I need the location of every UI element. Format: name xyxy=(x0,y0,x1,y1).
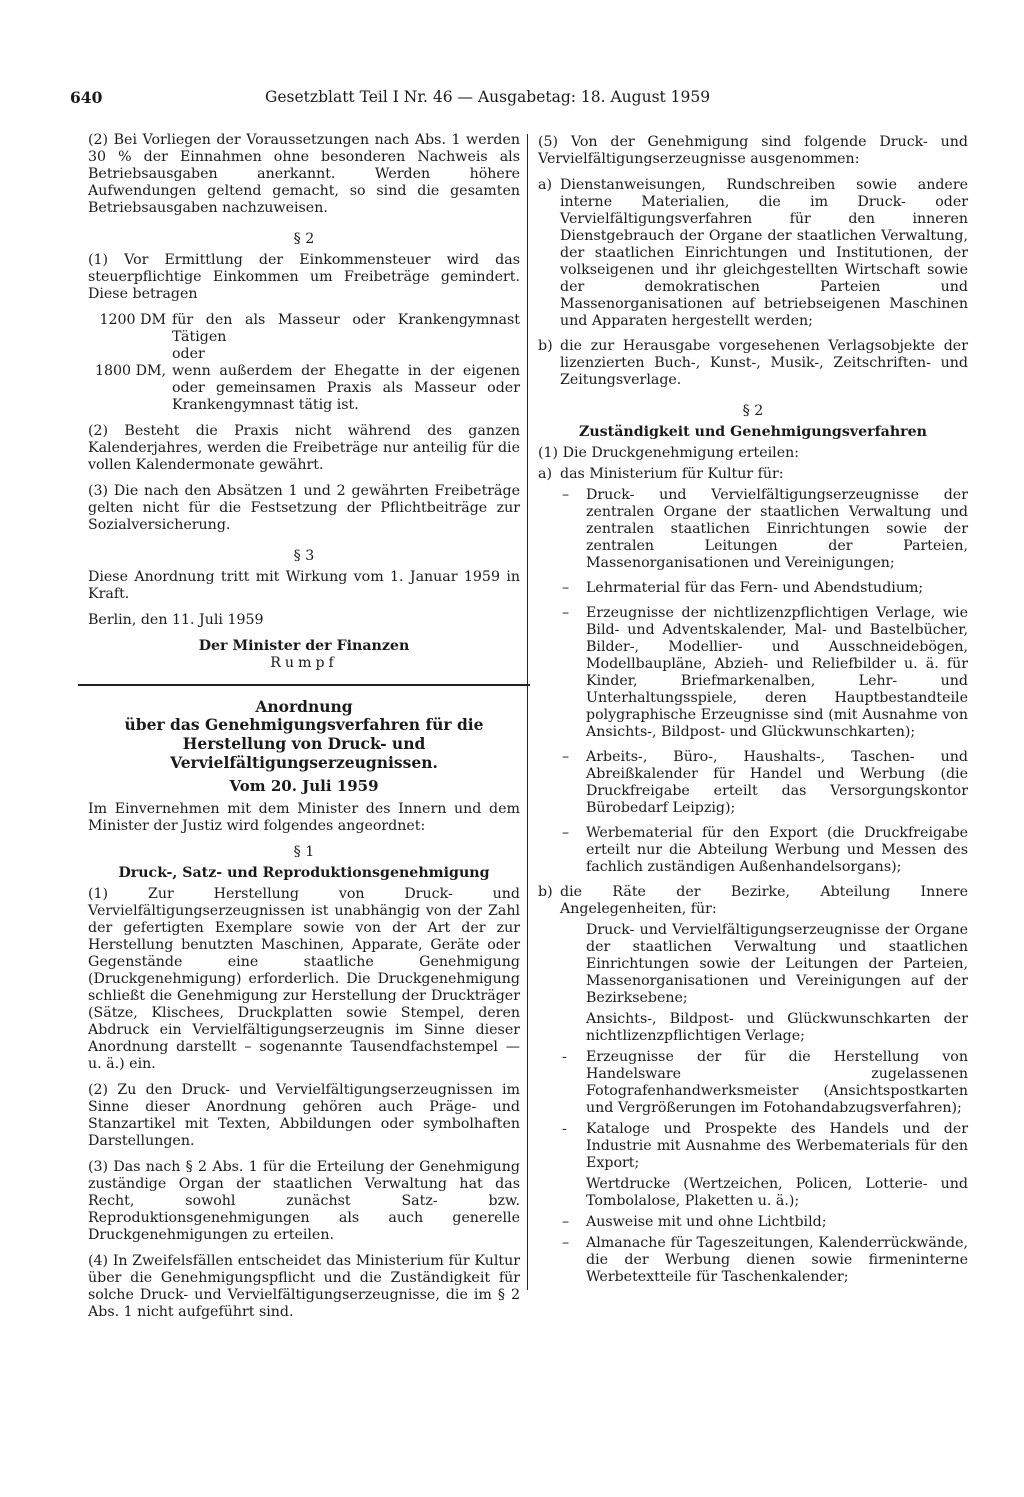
allowance-amount: 1800 DM, xyxy=(94,363,166,379)
list-item xyxy=(538,338,968,389)
signature: Rumpf xyxy=(270,655,338,671)
list-item xyxy=(538,466,968,483)
list-item xyxy=(562,1121,968,1172)
list-text: Druck- und Vervielfältigungserzeugnisse der zentralen Organe der staatlichen Verwaltung und zentralen staatlichen Einrichtungen sowie der zentralen Leitungen der Parteien, Massenorganisationen und Vereinigungen; xyxy=(586,487,968,571)
right-column xyxy=(527,134,968,1290)
list-label: b) xyxy=(538,884,553,900)
dash-bullet: – xyxy=(562,1214,570,1230)
list-text: Arbeits-, Büro-, Haushalts-, Taschen- und Abreißkalender für Handel und Werbung (die Druckfreigabe erteilt das Versorgungskontor Bürobedarf Leipzig); xyxy=(586,749,968,816)
list-text: Kataloge und Prospekte des Handels und der Industrie mit Ausnahme des Werbematerials für den Export; xyxy=(586,1121,968,1171)
ordinance-subtitle: über das Genehmigungsverfahren für die Herstellung von Druck- und Vervielfältigungserzeugnissen. xyxy=(124,715,484,772)
list-text: Ansichts-, Bildpost- und Glückwunschkarten der nichtlizenzpflichtigen Verlage; xyxy=(586,1011,968,1044)
left-column xyxy=(88,132,520,1330)
allowance-table xyxy=(88,312,520,414)
paragraph: (3) Die nach den Absätzen 1 und 2 gewährten Freibeträge gelten nicht für die Festsetzung der Pflichtbeiträge zur Sozialversicherung. xyxy=(88,483,520,533)
section-heading: § 3 xyxy=(293,548,315,564)
list-text: die zur Herausgabe vorgesehenen Verlagsobjekte der lizenzierten Buch-, Kunst-, Musik-, Zeitschriften- und Zeitungsverlage. xyxy=(560,338,968,388)
dash-bullet: - xyxy=(562,1049,567,1065)
page-header xyxy=(70,88,954,114)
allowance-text: für den als Masseur oder Krankengymnast Tätigen xyxy=(172,312,520,345)
list-item xyxy=(562,825,968,876)
list-item xyxy=(562,1235,968,1286)
ordinance-title: Anordnung xyxy=(255,697,353,716)
paragraph: (1) Vor Ermittlung der Einkommensteuer wird das steuerpflichtige Einkommen um Freibeträge gemindert. Diese betragen xyxy=(88,252,520,302)
dash-bullet: – xyxy=(562,1235,570,1251)
list-item xyxy=(538,177,968,330)
list-text: die Räte der Bezirke, Abteilung Innere Angelegenheiten, für: xyxy=(560,884,968,917)
paragraph: Im Einvernehmen mit dem Minister des Innern und dem Minister der Justiz wird folgendes angeordnet: xyxy=(88,801,520,834)
paragraph: (2) Bei Vorliegen der Voraussetzungen nach Abs. 1 werden 30 % der Einnahmen ohne besonderen Nachweis als Betriebsausgaben anerkannt. Werden höhere Aufwendungen geltend gemacht, so sind die gesamten Betriebsausgaben nachzuweisen. xyxy=(88,132,520,216)
dash-bullet: - xyxy=(562,1121,567,1137)
list-text: Wertdrucke (Wertzeichen, Policen, Lotterie- und Tombolalose, Plaketten u. ä.); xyxy=(586,1176,968,1209)
page-number: 640 xyxy=(70,88,103,107)
list-text: Dienstanweisungen, Rundschreiben sowie andere interne Materialien, die im Druck- oder Vervielfältigungsverfahren für den inneren Dienstgebrauch der Organe der staatlichen Verwaltung, der staatlichen Einrichtungen und Institutionen, der volkseigenen und ihr gleichgestellten Wirtschaft sowie der demokratischen Parteien und Massenorganisationen auf betriebseigenen Maschinen und Apparaten hergestellt werden; xyxy=(560,177,968,329)
dash-bullet: – xyxy=(562,580,570,596)
dash-bullet: – xyxy=(562,487,570,503)
paragraph: (3) Das nach § 2 Abs. 1 für die Erteilung der Genehmigung zuständige Organ der staatlichen Verwaltung hat das Recht, sowohl zunächst Satz- bzw. Reproduktionsgenehmigungen als auch generelle Druckgenehmigungen zu erteilen. xyxy=(88,1159,520,1243)
list-text: Lehrmaterial für das Fern- und Abendstudium; xyxy=(586,580,924,596)
section-heading: § 1 xyxy=(293,844,315,860)
header-title: Gesetzblatt Teil I Nr. 46 — Ausgabetag: 18. August 1959 xyxy=(265,88,711,106)
paragraph: (2) Zu den Druck- und Vervielfältigungserzeugnissen im Sinne dieser Anordnung gehören auch Präge- und Stanzartikel mit Texten, Abbildungen oder symbolhaften Darstellungen. xyxy=(88,1082,520,1149)
list-text: Erzeugnisse der für die Herstellung von Handelsware zugelassenen Fotografenhandwerksmeister (Ansichtspostkarten und Vergrößerungen im Fotohandabzugsverfahren); xyxy=(586,1049,968,1116)
list-text: Erzeugnisse der nichtlizenzpflichtigen Verlage, wie Bild- und Adventskalender, Mal- und Bastelbücher, Bilder-, Modellier- und Ausschneidebögen, Modellbaupläne, Abzieh- und Reliefbilder u. ä. für Kinder, Briefmarkenalben, Lehr- und Unterhaltungsspiele, deren Hauptbestandteile polygraphische Erzeugnisse sind (mit Ausnahme von Ansichts-, Bildpost- und Glückwunschkarten); xyxy=(586,605,968,740)
paragraph: (1) Zur Herstellung von Druck- und Vervielfältigungserzeugnissen ist unabhängig von der Zahl der gefertigten Exemplare sowie von der Art der zur Herstellung benutzten Maschinen, Apparate, Geräte oder Gegenstände eine staatliche Genehmigung (Druckgenehmigung) erforderlich. Die Druckgenehmigung schließt die Genehmigung zur Herstellung der Druckträger (Sätze, Klischees, Druckplatten sowie Stempel, deren Abdruck ein Vervielfältigungserzeugnis im Sinne dieser Anordnung darstellt – sogenannte Tausendfachstempel — u. ä.) ein. xyxy=(88,886,520,1072)
section-title: Zuständigkeit und Genehmigungsverfahren xyxy=(578,424,927,440)
list-item xyxy=(562,580,968,597)
list-item xyxy=(562,1049,968,1117)
list-text: Druck- und Vervielfältigungserzeugnisse der Organe der staatlichen Verwaltung und staatlichen Einrichtungen sowie der Leitungen der Parteien, Massenorganisationen und Vereinigungen auf der Bezirksebene; xyxy=(586,922,968,1006)
paragraph: (4) In Zweifelsfällen entscheidet das Ministerium für Kultur über die Genehmigungspflicht und die Zuständigkeit für solche Druck- und Vervielfältigungserzeugnisse, die im § 2 Abs. 1 nicht aufgeführt sind. xyxy=(88,1253,520,1320)
dash-bullet: – xyxy=(562,605,570,621)
dash-bullet: – xyxy=(562,825,570,841)
ordinance-date: Vom 20. Juli 1959 xyxy=(229,777,379,795)
dash-bullet: – xyxy=(562,749,570,765)
paragraph: (1) Die Druckgenehmigung erteilen: xyxy=(538,445,800,461)
allowance-amount: 1200 DM xyxy=(99,312,166,328)
section-heading: § 2 xyxy=(293,231,315,247)
list-label: a) xyxy=(538,177,552,193)
paragraph: (5) Von der Genehmigung sind folgende Druck- und Vervielfältigungserzeugnisse ausgenommen: xyxy=(538,134,968,167)
allowance-text: wenn außerdem der Ehegatte in der eigenen oder gemeinsamen Praxis als Masseur oder Krankengymnast tätig ist. xyxy=(172,363,520,413)
list-label: b) xyxy=(538,338,553,354)
paragraph: (2) Besteht die Praxis nicht während des ganzen Kalenderjahres, werden die Freibeträge nur anteilig für die vollen Kalendermonate gewährt. xyxy=(88,423,520,473)
place-date: Berlin, den 11. Juli 1959 xyxy=(88,612,264,628)
list-text: das Ministerium für Kultur für: xyxy=(560,466,784,482)
list-item xyxy=(562,1214,968,1231)
allowance-or: oder xyxy=(172,346,205,362)
divider xyxy=(78,684,530,686)
list-label: a) xyxy=(538,466,552,482)
list-item xyxy=(562,487,968,572)
list-item xyxy=(562,605,968,741)
section-title: Druck-, Satz- und Reproduktionsgenehmigung xyxy=(118,865,490,881)
list-text: Ausweise mit und ohne Lichtbild; xyxy=(586,1214,827,1230)
list-text: Almanache für Tageszeitungen, Kalenderrückwände, die der Werbung dienen sowie firmeninterne Werbetextteile für Taschenkalender; xyxy=(586,1235,968,1285)
minister-title: Der Minister der Finanzen xyxy=(198,638,410,654)
list-text: Werbematerial für den Export (die Druckfreigabe erteilt nur die Abteilung Werbung und Messen des fachlich zuständigen Außenhandelsorgans); xyxy=(586,825,968,875)
paragraph: Diese Anordnung tritt mit Wirkung vom 1. Januar 1959 in Kraft. xyxy=(88,569,520,602)
section-heading: § 2 xyxy=(742,403,764,419)
list-item xyxy=(562,749,968,817)
list-item xyxy=(538,884,968,918)
